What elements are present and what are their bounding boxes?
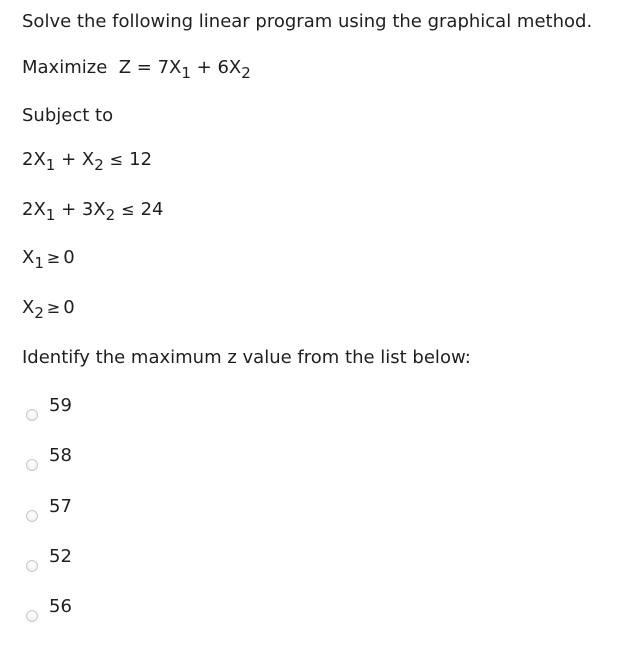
constraint-2-b: + 3X	[55, 199, 106, 220]
constraint-2	[22, 198, 164, 222]
objective-function	[22, 56, 251, 80]
objective-sub1: 1	[181, 64, 191, 82]
option-label: 59	[49, 395, 72, 416]
objective-sub2: 2	[241, 64, 251, 82]
radio-button[interactable]	[26, 560, 38, 572]
option-59[interactable]	[26, 396, 226, 426]
nonneg-1-sub: 1	[34, 254, 44, 272]
objective-mid: + 6X	[190, 57, 242, 78]
option-label: 56	[49, 596, 72, 617]
nonneg-2-sub: 2	[34, 304, 44, 322]
constraint-2-op: ≤	[121, 200, 135, 219]
constraint-2-a: 2X	[22, 199, 46, 220]
option-57[interactable]	[26, 497, 226, 527]
option-58[interactable]	[26, 446, 226, 476]
objective-label: Maximize	[22, 57, 108, 78]
nonneg-1-rhs: 0	[63, 247, 75, 268]
nonneg-constraint-1	[22, 246, 75, 270]
option-label: 57	[49, 496, 72, 517]
radio-button[interactable]	[26, 510, 38, 522]
radio-button[interactable]	[26, 610, 38, 622]
objective-lhs: Z = 7X	[118, 57, 182, 78]
option-52[interactable]	[26, 547, 226, 577]
constraint-1-s1: 1	[45, 156, 56, 174]
question-prompt: Identify the maximum z value from the list below:	[22, 347, 471, 368]
constraint-2-s2: 2	[105, 206, 116, 224]
subject-to-label: Subject to	[22, 105, 114, 126]
constraint-1-a: 2X	[22, 149, 46, 170]
nonneg-1-var: X	[22, 247, 35, 268]
question-instruction: Solve the following linear program using the graphical method.	[22, 11, 593, 32]
option-label: 52	[49, 546, 72, 567]
nonneg-2-op: ≥	[46, 298, 61, 317]
constraint-2-rhs: 24	[140, 199, 164, 220]
radio-button[interactable]	[26, 459, 38, 471]
nonneg-2-var: X	[22, 297, 35, 318]
constraint-2-s1: 1	[45, 206, 56, 224]
constraint-1	[22, 148, 152, 172]
constraint-1-rhs: 12	[129, 149, 153, 170]
constraint-1-s2: 2	[94, 156, 104, 174]
nonneg-2-rhs: 0	[63, 297, 75, 318]
radio-button[interactable]	[26, 409, 38, 421]
option-label: 58	[49, 445, 72, 466]
constraint-1-op: ≤	[109, 150, 124, 169]
constraint-1-b: + X	[55, 149, 95, 170]
nonneg-constraint-2	[22, 296, 75, 320]
option-56[interactable]	[26, 597, 226, 627]
nonneg-1-op: ≥	[46, 248, 61, 267]
